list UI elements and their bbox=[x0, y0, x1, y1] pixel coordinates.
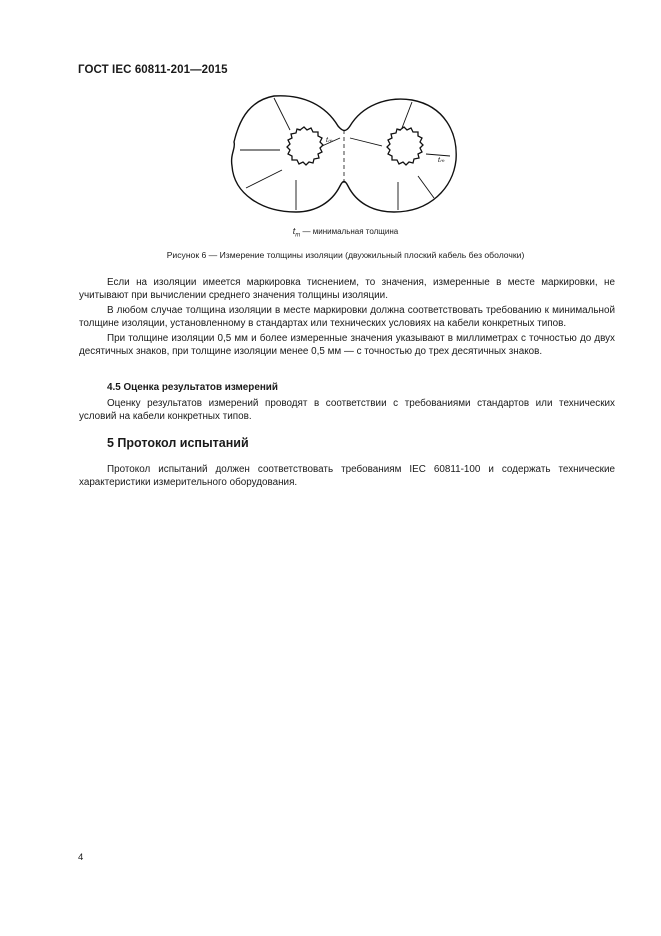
legend-text: — минимальная толщина bbox=[300, 227, 399, 236]
page-number: 4 bbox=[78, 852, 84, 863]
figure-legend bbox=[0, 226, 661, 239]
page-header-standard-id: ГОСТ IEC 60811-201—2015 bbox=[78, 64, 228, 76]
paragraph-group-2 bbox=[79, 398, 615, 423]
left-measurement-lines bbox=[240, 98, 340, 210]
tm-label-center: tₘ bbox=[326, 137, 333, 144]
paragraph-embossed-marking: Если на изоляции имеется маркировка тиснением, то значения, измеренные в месте маркировки, не учитывают при вычислении среднего значения толщины изоляции. bbox=[79, 277, 615, 301]
right-measurement-lines bbox=[350, 102, 450, 210]
paragraph-group-3 bbox=[79, 464, 615, 489]
left-conductor-outline bbox=[287, 127, 323, 165]
figure-caption: Рисунок 6 — Измерение толщины изоляции (двухжильный плоский кабель без оболочки) bbox=[166, 250, 525, 260]
section-heading-5: 5 Протокол испытаний bbox=[107, 436, 249, 450]
paragraph-evaluation: Оценку результатов измерений проводят в соответствии с требованиями стандартов или технических условий на кабели конкретных типов. bbox=[79, 398, 615, 422]
legend-symbol: t bbox=[292, 226, 296, 236]
legend-subscript: m bbox=[295, 232, 301, 239]
paragraph-test-report: Протокол испытаний должен соответствовать требованиям IEC 60811-100 и содержать технические характеристики измерительного оборудования. bbox=[79, 464, 615, 488]
section-heading-4-5: 4.5 Оценка результатов измерений bbox=[107, 382, 278, 393]
paragraph-marking-thickness: В любом случае толщина изоляции в месте маркировки должна соответствовать требованию к минимальной толщине изоляции, установленному в стандартах или технических условиях на кабели конкретных типов. bbox=[79, 305, 615, 329]
right-conductor-outline bbox=[387, 127, 423, 165]
paragraph-group-1 bbox=[79, 277, 615, 359]
paragraph-precision: При толщине изоляции 0,5 мм и более измеренные значения указывают в миллиметрах с точностью до двух десятичных знаков, при толщине изоляции менее 0,5 мм — с точностью до трех десятичных знаков. bbox=[79, 333, 615, 357]
tm-label-right: tₘ bbox=[438, 157, 445, 164]
cable-cross-section-figure bbox=[222, 90, 462, 220]
